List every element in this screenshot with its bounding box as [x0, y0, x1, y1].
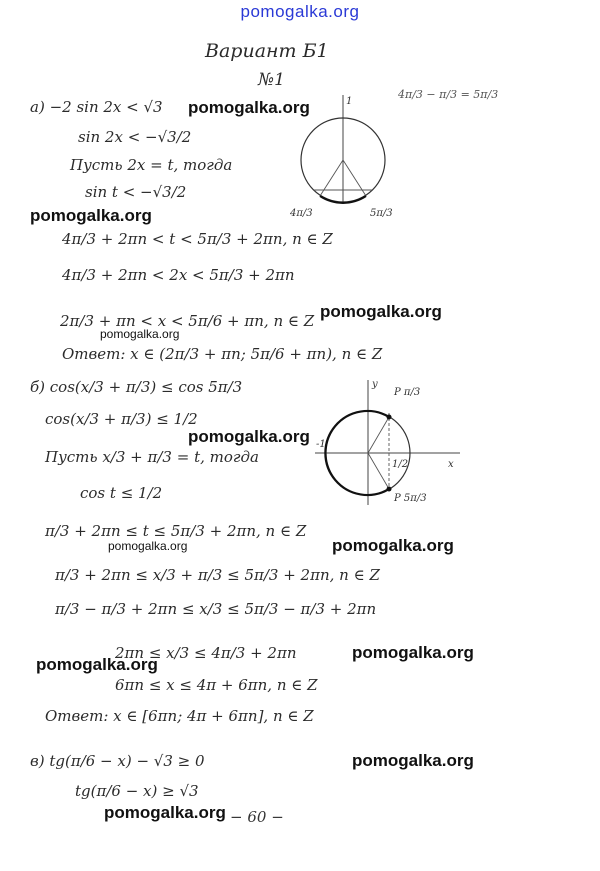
solution-line: π/3 − π/3 + 2πn ≤ x/3 ≤ 5π/3 − π/3 + 2πn [55, 600, 377, 618]
side-note: 4π/3 − π/3 = 5π/3 [398, 88, 499, 101]
solution-line: Пусть 2x = t, тогда [70, 156, 233, 174]
watermark: pomogalka.org [36, 655, 158, 674]
site-header: pomogalka.org [240, 2, 360, 21]
point-marker [387, 487, 392, 492]
point-marker [387, 415, 392, 420]
axis-label: y [372, 379, 378, 390]
watermark: pomogalka.org [352, 643, 474, 662]
point-label: P π/3 [394, 387, 421, 398]
solution-line: 6πn ≤ x ≤ 4π + 6πn, n ∈ Z [115, 676, 318, 694]
watermark: pomogalka.org [320, 302, 442, 321]
axis-mark: 1 [346, 96, 353, 107]
radius-line [343, 160, 366, 196]
watermark: pomogalka.org [30, 206, 152, 225]
answer-line: Ответ: x ∈ (2π/3 + πn; 5π/6 + πn), n ∈ Z [62, 345, 383, 363]
tick-label: 1/2 [392, 459, 409, 470]
axis-label: x [448, 459, 454, 470]
watermark: pomogalka.org [352, 751, 474, 770]
watermark: pomogalka.org [188, 427, 310, 446]
solution-line: 4π/3 + 2πn < 2x < 5π/3 + 2πn [62, 266, 295, 284]
variant-title: Вариант Б1 [205, 40, 329, 62]
radius-line [320, 160, 343, 196]
point-label: P 5π/3 [394, 493, 427, 504]
tick-label: -1 [316, 439, 326, 450]
solution-line: cos(x/3 + π/3) ≤ 1/2 [45, 410, 198, 428]
solution-line: sin t < −√3/2 [85, 183, 187, 201]
solution-line: sin 2x < −√3/2 [78, 128, 192, 146]
solution-line: π/3 + 2πn ≤ t ≤ 5π/3 + 2πn, n ∈ Z [45, 522, 307, 540]
angle-label: 4π/3 [290, 208, 313, 219]
solution-line: cos t ≤ 1/2 [80, 484, 163, 502]
solution-line: а) −2 sin 2x < √3 [30, 98, 163, 116]
answer-line: Ответ: x ∈ [6πn; 4π + 6πn], n ∈ Z [45, 707, 314, 725]
page-number: − 60 − [230, 808, 284, 826]
unit-circle-diagram-2 [310, 375, 470, 515]
radius-line [368, 417, 389, 453]
task-number: №1 [258, 70, 285, 90]
solution-line: 4π/3 + 2πn < t < 5π/3 + 2πn, n ∈ Z [62, 230, 333, 248]
watermark: pomogalka.org [108, 539, 188, 553]
solution-line: б) cos(x/3 + π/3) ≤ cos 5π/3 [30, 378, 243, 396]
watermark: pomogalka.org [332, 536, 454, 555]
radius-line [368, 453, 389, 489]
watermark: pomogalka.org [188, 98, 310, 117]
solution-line: в) tg(π/6 − x) − √3 ≥ 0 [30, 752, 205, 770]
solution-line: π/3 + 2πn ≤ x/3 + π/3 ≤ 5π/3 + 2πn, n ∈ Z [55, 566, 380, 584]
solution-line: Пусть x/3 + π/3 = t, тогда [45, 448, 259, 466]
solution-line: 2πn ≤ x/3 ≤ 4π/3 + 2πn [115, 644, 297, 662]
angle-label: 5π/3 [370, 208, 393, 219]
solution-line: tg(π/6 − x) ≥ √3 [75, 782, 199, 800]
solution-line: 2π/3 + πn < x < 5π/6 + πn, n ∈ Z [60, 312, 315, 330]
watermark: pomogalka.org [100, 327, 180, 341]
watermark: pomogalka.org [104, 803, 226, 822]
